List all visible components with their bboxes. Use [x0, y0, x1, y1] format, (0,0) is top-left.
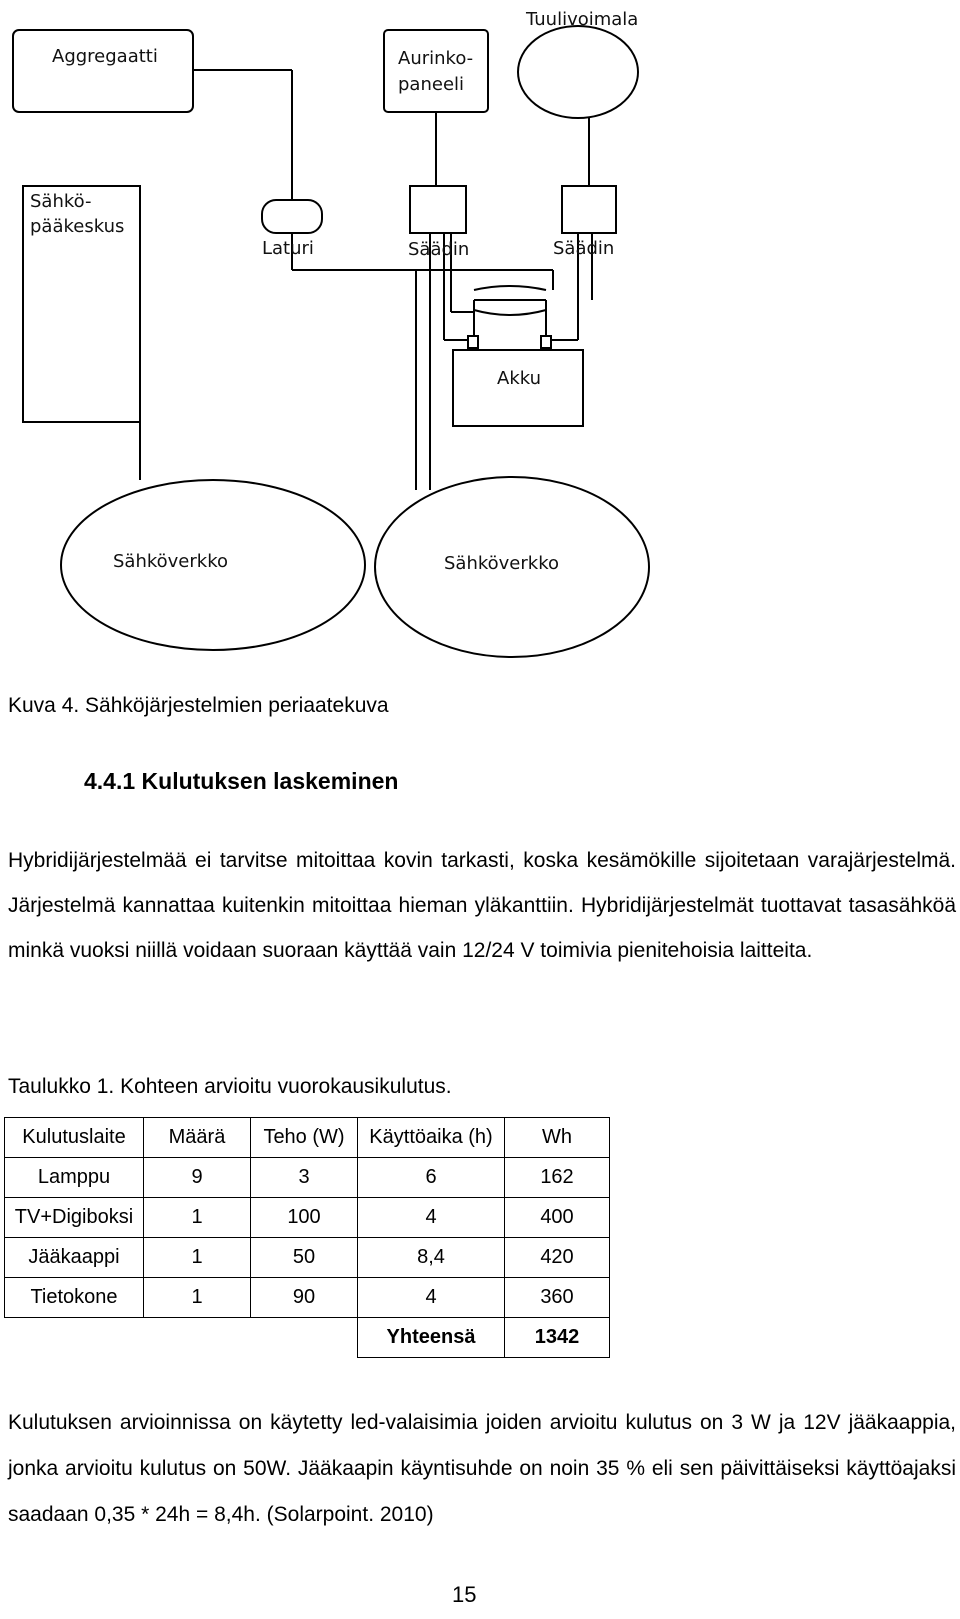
table-cell: 400 — [505, 1198, 610, 1238]
table-cell: 3 — [251, 1158, 358, 1198]
header-cell: Wh — [505, 1118, 610, 1158]
table-cell: 1 — [144, 1238, 251, 1278]
empty-cell — [144, 1318, 251, 1358]
table-cell: 1 — [144, 1198, 251, 1238]
header-cell: Teho (W) — [251, 1118, 358, 1158]
aurinkopaneeli-box — [384, 30, 488, 112]
system-diagram — [0, 0, 960, 670]
saadin-2-label: Säädin — [553, 238, 615, 259]
section-heading: 4.4.1 Kulutuksen laskeminen — [84, 768, 399, 794]
table-row — [5, 1158, 610, 1198]
empty-cell — [5, 1318, 144, 1358]
laturi-box — [262, 200, 322, 233]
aggregaatti-label: Aggregaatti — [52, 46, 158, 67]
table-cell: TV+Digiboksi — [5, 1198, 144, 1238]
page-number: 15 — [452, 1582, 477, 1607]
sahkopaakeskus-label-2: pääkeskus — [30, 216, 125, 237]
tuulivoimala-circle — [518, 26, 638, 118]
tuulivoimala-label: Tuulivoimala — [526, 9, 639, 30]
table-total-row — [5, 1318, 610, 1358]
table-cell: 6 — [358, 1158, 505, 1198]
table-cell: Lamppu — [5, 1158, 144, 1198]
table-cell: 162 — [505, 1158, 610, 1198]
paragraph-2: Kulutuksen arvioinnissa on käytetty led-valaisimia joiden arvioitu kulutus on 3 W ja 12V jääkaappia, jonka arvioitu kulutus on 50W. Jääkaapin käyntisuhde on noin 35 % eli sen päivittäiseksi käyttöajaksi saadaan 0,35 * 24h = 8,4h. (Solarpoint. 2010) — [8, 1411, 956, 1526]
paragraph-1: Hybridijärjestelmää ei tarvitse mitoittaa kovin tarkasti, koska kesämökille sijoitetaan varajärjestelmä. Järjestelmä kannattaa kuitenkin mitoittaa hieman yläkanttiin. Hybridijärjestelmät tuottavat tasasähköä minkä vuoksi niillä voidaan suoraan käyttää vain 12/24 V toimivia pienitehoisia laitteita. — [8, 849, 956, 962]
table-cell: 4 — [358, 1278, 505, 1318]
header-cell: Käyttöaika (h) — [358, 1118, 505, 1158]
total-label: Yhteensä — [358, 1318, 505, 1358]
table-cell: 420 — [505, 1238, 610, 1278]
saadin-1-box — [410, 186, 466, 233]
saadin-1-label: Säädin — [408, 239, 470, 260]
table-header-row — [5, 1118, 610, 1158]
sahkoverkko-1-label: Sähköverkko — [113, 551, 229, 572]
consumption-table — [4, 1117, 610, 1358]
sahkoverkko-2-label: Sähköverkko — [444, 553, 560, 574]
table-row — [5, 1278, 610, 1318]
table-row — [5, 1198, 610, 1238]
saadin-2-box — [562, 186, 616, 233]
table-cell: 50 — [251, 1238, 358, 1278]
aurinkopaneeli-label-2: paneeli — [398, 74, 465, 95]
table-row — [5, 1238, 610, 1278]
table-cell: 8,4 — [358, 1238, 505, 1278]
aggregaatti-box — [13, 30, 193, 112]
table-caption: Taulukko 1. Kohteen arvioitu vuorokausikulutus. — [8, 1075, 452, 1098]
aurinkopaneeli-label-1: Aurinko- — [398, 48, 474, 69]
akku-label: Akku — [497, 368, 542, 389]
header-cell: Kulutuslaite — [5, 1118, 144, 1158]
figure-caption: Kuva 4. Sähköjärjestelmien periaatekuva — [8, 694, 389, 717]
table-cell: 9 — [144, 1158, 251, 1198]
empty-cell — [251, 1318, 358, 1358]
table-cell: 90 — [251, 1278, 358, 1318]
laturi-label: Laturi — [262, 238, 314, 259]
sahkopaakeskus-label-1: Sähkö- — [30, 191, 92, 212]
total-value: 1342 — [505, 1318, 610, 1358]
table-cell: 360 — [505, 1278, 610, 1318]
table-cell: 4 — [358, 1198, 505, 1238]
table-cell: 100 — [251, 1198, 358, 1238]
header-cell: Määrä — [144, 1118, 251, 1158]
table-cell: Jääkaappi — [5, 1238, 144, 1278]
table-cell: Tietokone — [5, 1278, 144, 1318]
table-cell: 1 — [144, 1278, 251, 1318]
